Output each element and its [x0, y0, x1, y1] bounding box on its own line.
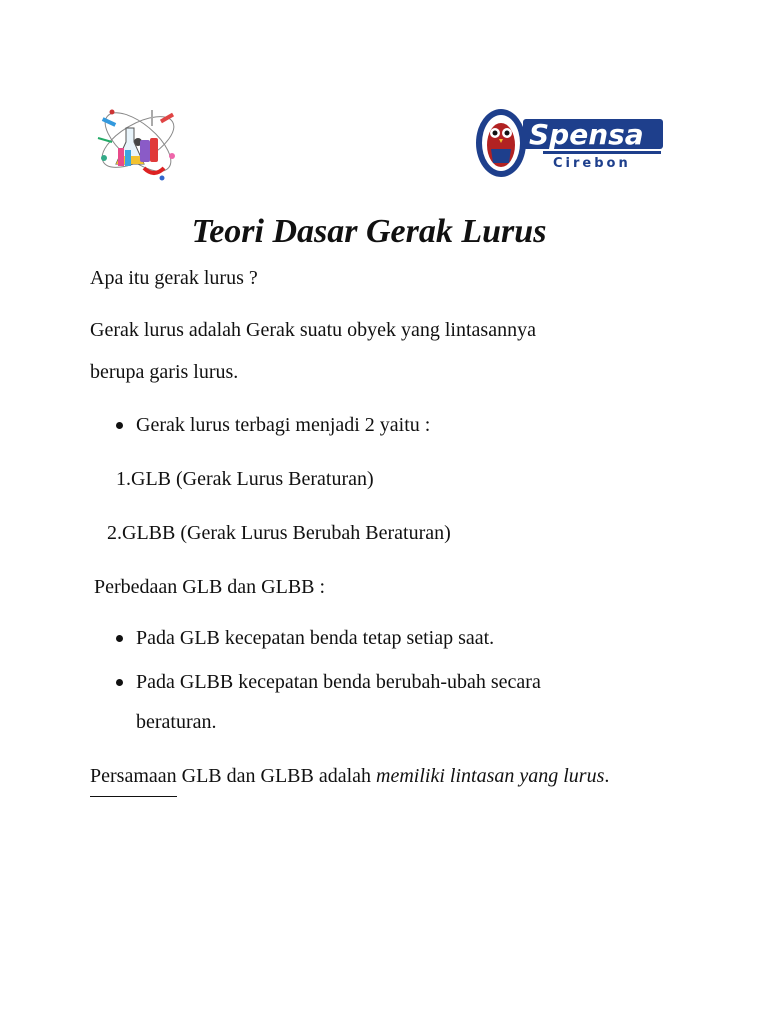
- definition-line-1: Gerak lurus adalah Gerak suatu obyek yang lintasannya: [90, 319, 536, 341]
- science-lab-logo: [92, 98, 184, 186]
- bullet-dot: [116, 422, 123, 429]
- difference-glbb-line-1: Pada GLBB kecepatan benda berubah-ubah secara: [136, 671, 541, 693]
- definition-line-2: berupa garis lurus.: [90, 361, 239, 383]
- differences-heading: Perbedaan GLB dan GLBB :: [94, 576, 326, 598]
- logo-subtitle: Cirebon: [553, 156, 631, 171]
- owl-emblem-icon: [473, 105, 668, 181]
- logo-wordmark: Spensa: [529, 118, 644, 151]
- bullet-dot: [116, 679, 123, 686]
- similarity-sentence: [90, 762, 609, 790]
- glb-item: 1.GLB (Gerak Lurus Beraturan): [116, 468, 374, 490]
- bullet-dot: [116, 635, 123, 642]
- bullet-division-text: Gerak lurus terbagi menjadi 2 yaitu :: [136, 414, 431, 436]
- page-title: Teori Dasar Gerak Lurus: [191, 213, 547, 250]
- science-lab-icon: [92, 98, 184, 186]
- difference-glbb-line-2: beraturan.: [136, 711, 217, 733]
- similarity-label: Persamaan: [90, 765, 177, 797]
- question-text: Apa itu gerak lurus ?: [90, 267, 258, 289]
- similarity-text: GLB dan GLBB adalah: [176, 765, 377, 787]
- difference-glb: Pada GLB kecepatan benda tetap setiap saat.: [136, 627, 495, 649]
- similarity-emphasis: memiliki lintasan yang lurus: [376, 765, 605, 787]
- similarity-end: .: [604, 765, 610, 787]
- glbb-item: 2.GLBB (Gerak Lurus Berubah Beraturan): [107, 522, 451, 544]
- spensa-cirebon-logo: [473, 105, 668, 181]
